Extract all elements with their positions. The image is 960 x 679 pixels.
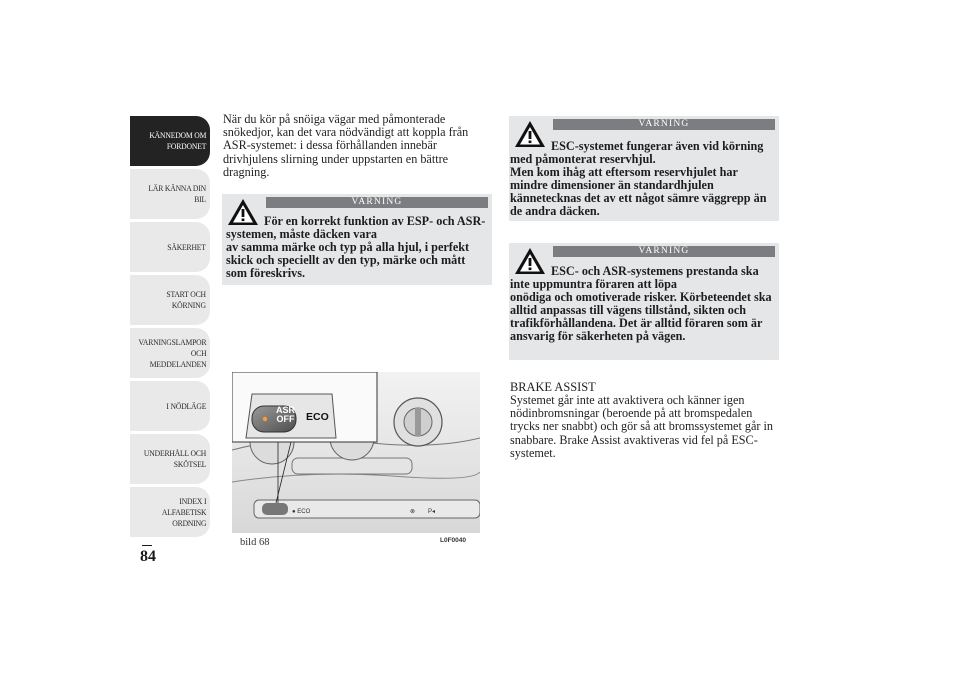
warning-text	[510, 140, 776, 219]
tab-label: SÄKERHET	[167, 241, 206, 252]
page-number-rule	[142, 545, 152, 546]
warning-title: VARNING	[553, 246, 775, 257]
warning-box-performance	[509, 243, 779, 360]
tab-underhall-och-skotsel[interactable]	[130, 434, 210, 484]
tab-label: START OCH KÖRNING	[166, 289, 206, 310]
eco-label: ECO	[306, 411, 329, 423]
snow-chain-paragraph: När du kör på snöiga vägar med påmonterade snökedjor, kan det vara nödvändigt att koppla från ASR-systemet: i dessa förhållanden innebär drivhjulens slirning under uppstarten en bättre dragning.	[223, 112, 469, 179]
warning-rest: Men kom ihåg att eftersom reservhjulet har mindre dimensioner än standardhjulen kännetecknas det av ett något sämre väggrepp än de andra däcken.	[510, 165, 767, 219]
tab-label: INDEX I ALFABETISK ORDNING	[161, 495, 206, 528]
figure-code: L0F0040	[440, 537, 467, 544]
warning-text	[226, 215, 488, 280]
tab-index[interactable]	[130, 487, 210, 537]
brake-assist-paragraph: Systemet går inte att avaktivera och känner igen nödinbromsningar (beroende på att bromspedalen trycks ner snabbt) och gör så att bromssystemet går in snabbare. Brake Assist avaktiveras vid fel på ESC-systemet.	[510, 393, 773, 460]
tab-label: VARNINGSLAMPOR OCH MEDDELANDEN	[138, 336, 206, 369]
warning-box-spare-wheel	[509, 116, 779, 221]
tab-varningslampor[interactable]	[130, 328, 210, 378]
warning-lead: ESC- och ASR-systemens prestanda ska inte uppmuntra föraren att löpa	[510, 264, 759, 292]
tab-start-och-korning[interactable]	[130, 275, 210, 325]
svg-text:P◂: P◂	[428, 509, 436, 515]
svg-text:⊗: ⊗	[410, 509, 416, 515]
tab-label: UNDERHÅLL OCH SKÖTSEL	[143, 448, 206, 469]
section-heading-brake-assist: BRAKE ASSIST	[510, 380, 596, 394]
tab-lar-kanna-din-bil[interactable]	[130, 169, 210, 219]
warning-text	[510, 265, 776, 344]
warning-title: VARNING	[266, 197, 488, 208]
warning-title: VARNING	[553, 119, 775, 130]
figure-caption: bild 68	[240, 537, 270, 548]
warning-lead: ESC-systemet fungerar även vid körning med påmonterat reservhjul.	[510, 139, 764, 167]
asr-label: ASR	[276, 405, 296, 415]
warning-rest: onödiga och omotiverade risker. Körbeteendet ska alltid anpassas till vägens tillstånd, sikten och trafikförhållandena. Det är alltid föraren som är ansvarig för säkerheten på vägen.	[510, 290, 772, 344]
tab-label: KÄNNEDOM OM FORDONET	[149, 130, 206, 151]
climate-panel-illustration	[232, 372, 480, 533]
tab-label: LÄR KÄNNA DIN BIL	[148, 183, 206, 204]
page-number: 84	[140, 548, 156, 565]
warning-box-tyres	[222, 194, 492, 285]
off-label: OFF	[276, 414, 295, 424]
warning-rest: av samma märke och typ på alla hjul, i perfekt skick och speciellt av den typ, märke och mått som föreskrivs.	[226, 240, 470, 281]
asr-off-label	[276, 406, 295, 424]
tab-label: I NÖDLÄGE	[166, 400, 206, 411]
tab-sakerhet[interactable]	[130, 222, 210, 272]
tab-i-nodlage[interactable]	[130, 381, 210, 431]
tab-kannedom-om-fordonet[interactable]	[130, 116, 210, 166]
svg-text:● ECO: ● ECO	[292, 509, 311, 515]
warning-lead: För en korrekt funktion av ESP- och ASR-systemen, måste däcken vara	[226, 214, 486, 242]
